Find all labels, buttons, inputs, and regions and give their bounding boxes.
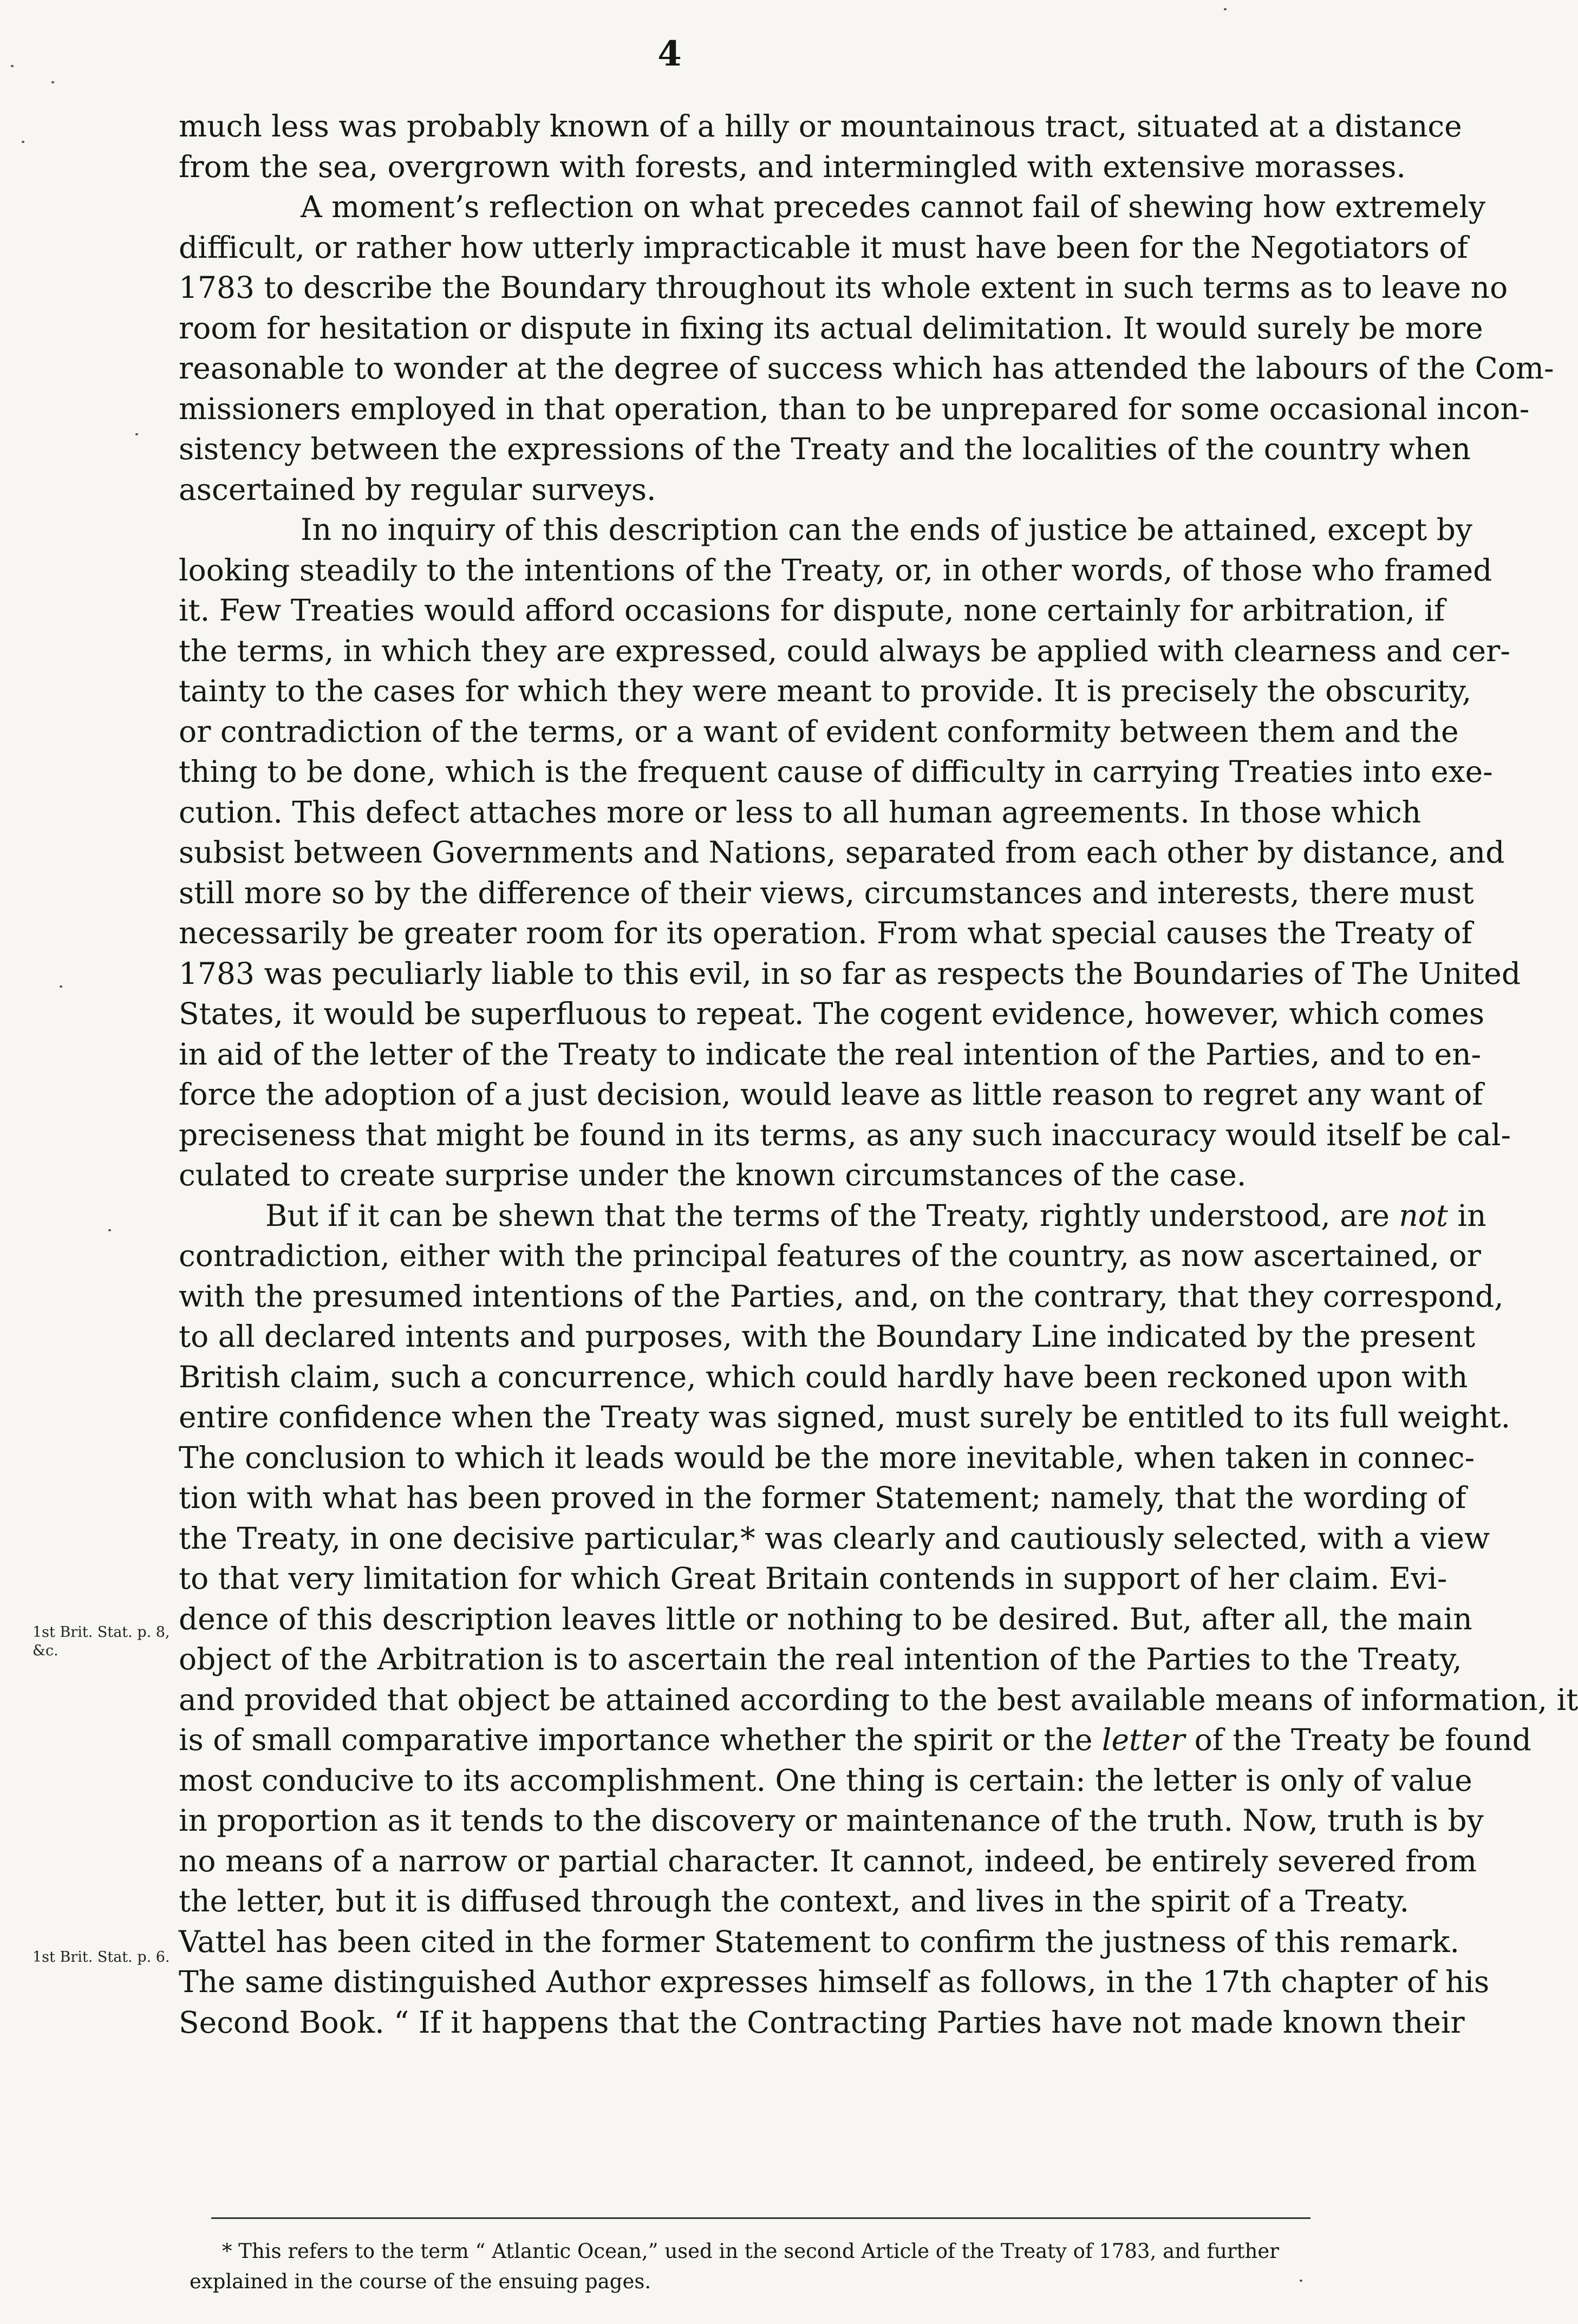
footnote-line: explained in the course of the ensuing pages. (190, 2270, 651, 2293)
text-line: the letter, but it is diffused through the context, and lives in the spirit of a Treaty. (179, 1884, 1410, 1918)
text-line: entire confidence when the Treaty was signed, must surely be entitled to its full weight. (179, 1400, 1511, 1434)
text-line: most conducive to its accomplishment. One thing is certain: the letter is only of value (179, 1762, 1472, 1798)
text-line: reasonable to wonder at the degree of success which has attended the labours of the Com- (179, 351, 1554, 386)
text-line: 1783 was peculiarly liable to this evil, in so far as respects the Boundaries of The United (179, 956, 1521, 991)
scan-speck (108, 1229, 111, 1231)
body-text (179, 106, 1578, 2042)
text-line: cution. This defect attaches more or less to all human agreements. In those which (179, 794, 1421, 830)
text-line: preciseness that might be found in its terms, as any such inaccuracy would itself be cal- (179, 1117, 1511, 1152)
paragraph-start: A moment’s reflection on what precedes cannot fail of shewing how extremely (301, 190, 1486, 224)
text-line: the terms, in which they are expressed, could always be applied with clearness and cer- (179, 633, 1510, 668)
text-line: contradiction, either with the principal features of the country, as now ascertained, or (179, 1238, 1481, 1273)
text-line: tainty to the cases for which they were meant to provide. It is precisely the obscurity, (179, 674, 1472, 708)
text-line: no means of a narrow or partial character. It cannot, indeed, be entirely severed from (179, 1843, 1477, 1878)
text-line: subsist between Governments and Nations, separated from each other by distance, and (179, 835, 1505, 870)
text-line: The conclusion to which it leads would be the more inevitable, when taken in connec- (179, 1440, 1475, 1475)
text-line: with the presumed intentions of the Parties, and, on the contrary, that they correspond, (179, 1278, 1504, 1314)
text-line: ascertained by regular surveys. (179, 472, 656, 507)
text-line: British claim, such a concurrence, which could hardly have been reckoned upon with (179, 1359, 1468, 1394)
text-line: to that very limitation for which Great Britain contends in support of her claim. Evi- (179, 1561, 1447, 1596)
text-line: the Treaty, in one decisive particular,* was clearly and cautiously selected, with a view (179, 1520, 1490, 1556)
scan-speck (11, 65, 14, 67)
text-line: or contradiction of the terms, or a want of evident conformity between them and the (179, 714, 1459, 749)
footnote-rule (211, 2217, 1310, 2219)
text-line: object of the Arbitration is to ascertain the real intention of the Parties to the Treaty, (179, 1642, 1462, 1676)
scan-speck (1300, 2280, 1302, 2282)
footnote (190, 2236, 1327, 2297)
scan-speck (135, 433, 138, 435)
text-line: necessarily be greater room for its operation. From what special causes the Treaty of (179, 916, 1472, 950)
text-line: to all declared intents and purposes, with the Boundary Line indicated by the present (179, 1319, 1476, 1354)
text-line: room for hesitation or dispute in fixing its actual delimitation. It would surely be more (179, 310, 1483, 345)
text-line: is of small comparative importance whether the spirit or the letter of the Treaty be found (179, 1722, 1531, 1757)
paragraph-start: But if it can be shewn that the terms of the Treaty, rightly understood, are not in (265, 1198, 1486, 1233)
text-line: 1783 to describe the Boundary throughout its whole extent in such terms as to leave no (179, 270, 1508, 305)
text-line: Vattel has been cited in the former Statement to confirm the justness of this remark. (179, 1924, 1459, 1959)
scan-speck (60, 985, 62, 988)
margin-note: 1st Brit. Stat. p. 8, &c. (32, 1624, 170, 1659)
text-line: much less was probably known of a hilly or mountainous tract, situated at a distance (179, 109, 1462, 143)
text-line: in aid of the letter of the Treaty to indicate the real intention of the Parties, and to en- (179, 1036, 1482, 1072)
scan-speck (51, 81, 54, 83)
scan-speck (1224, 8, 1227, 10)
text-line: force the adoption of a just decision, would leave as little reason to regret any want of (179, 1077, 1483, 1112)
margin-note: 1st Brit. Stat. p. 6. (32, 1949, 170, 1966)
paragraph-start: In no inquiry of this description can the ends of justice be attained, except by (301, 512, 1472, 547)
text-line: The same distinguished Author expresses himself as follows, in the 17th chapter of his (179, 1964, 1490, 1999)
text-line: tion with what has been proved in the former Statement; namely, that the wording of (179, 1480, 1466, 1515)
text-line: it. Few Treaties would afford occasions for dispute, none certainly for arbitration, if (179, 593, 1445, 628)
text-line: thing to be done, which is the frequent cause of difficulty in carrying Treaties into exe- (179, 754, 1493, 789)
footnote-line: * This refers to the term “ Atlantic Ocean,” used in the second Article of the Treaty of 1783, and further (222, 2240, 1279, 2263)
scan-speck (22, 141, 24, 143)
text-line: dence of this description leaves little or nothing to be desired. But, after all, the main (179, 1601, 1472, 1636)
text-line: looking steadily to the intentions of the Treaty, or, in other words, of those who framed (179, 552, 1492, 587)
text-line: missioners employed in that operation, than to be unprepared for some occasional incon- (179, 391, 1530, 426)
text-line: and provided that object be attained according to the best available means of information, it (179, 1682, 1578, 1717)
text-line: States, it would be superfluous to repeat. The cogent evidence, however, which comes (179, 996, 1485, 1031)
text-line: sistency between the expressions of the Treaty and the localities of the country when (179, 432, 1471, 466)
page-number: 4 (657, 34, 682, 74)
text-line: Second Book. “ If it happens that the Contracting Parties have not made known their (179, 2005, 1465, 2040)
text-line: in proportion as it tends to the discovery or maintenance of the truth. Now, truth is by (179, 1803, 1484, 1838)
text-line: difficult, or rather how utterly impracticable it must have been for the Negotiators of (179, 230, 1468, 265)
text-line: still more so by the difference of their views, circumstances and interests, there must (179, 875, 1474, 910)
text-line: from the sea, overgrown with forests, and intermingled with extensive morasses. (179, 149, 1406, 184)
text-line: culated to create surprise under the known circumstances of the case. (179, 1158, 1247, 1192)
